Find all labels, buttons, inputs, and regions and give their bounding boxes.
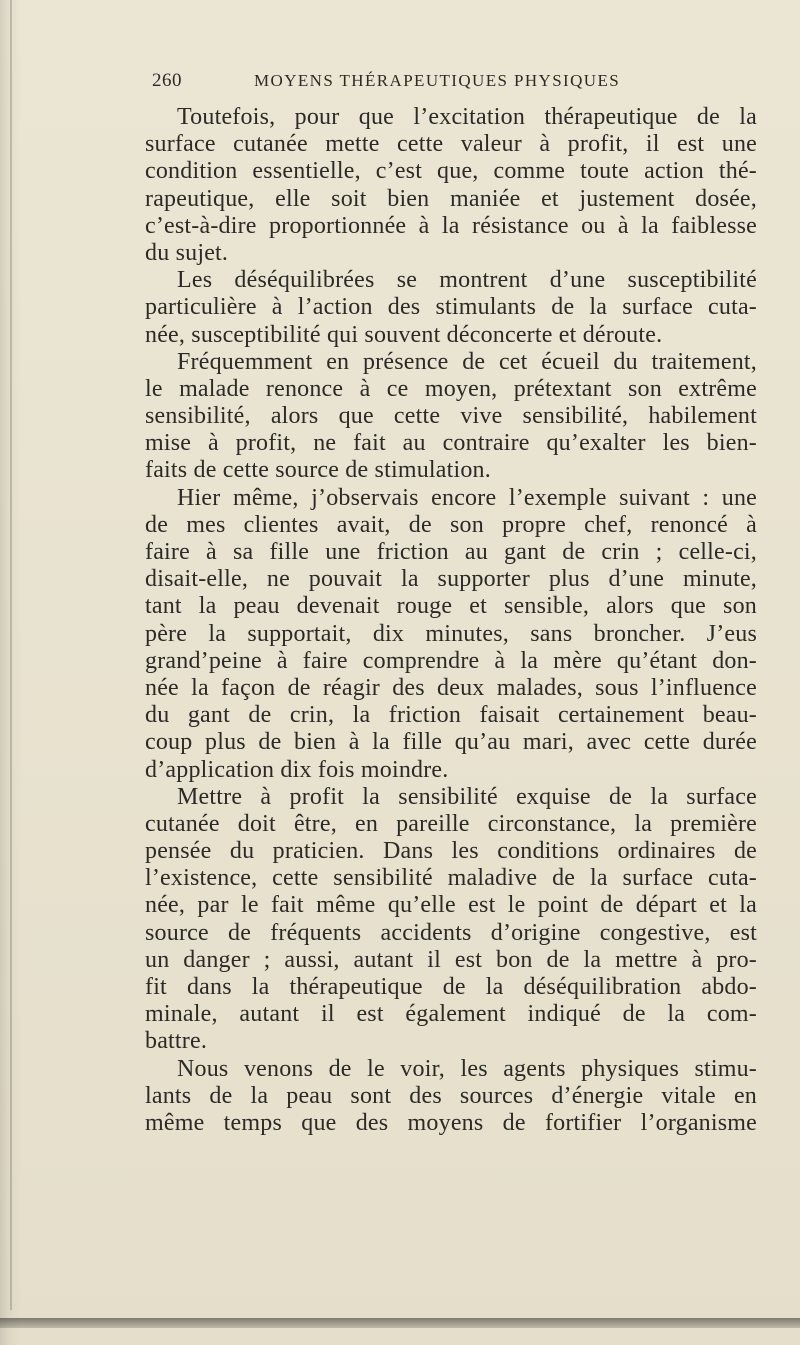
text-line: le malade renonce à ce moyen, prétextant son extrême xyxy=(145,375,757,402)
text-line: Mettre à profit la sensibilité exquise de la surface xyxy=(177,783,757,810)
page-number: 260 xyxy=(152,70,182,91)
text-line: cutanée doit être, en pareille circonstance, la première xyxy=(145,810,757,837)
paragraph xyxy=(145,349,757,485)
text-line: particulière à l’action des stimulants de la surface cuta- xyxy=(145,294,757,321)
paragraph xyxy=(145,1056,757,1138)
paragraph xyxy=(145,784,757,1056)
paragraph xyxy=(145,104,757,267)
text-line: même temps que des moyens de fortifier l’organisme xyxy=(145,1109,757,1136)
text-line: rapeutique, elle soit bien maniée et justement dosée, xyxy=(145,185,757,212)
text-line: pensée du praticien. Dans les conditions ordinaires de xyxy=(145,838,757,865)
text-line: grand’peine à faire comprendre à la mère qu’étant don- xyxy=(145,647,757,674)
text-line: Nous venons de le voir, les agents physiques stimu- xyxy=(177,1055,757,1082)
text-line: Fréquemment en présence de cet écueil du traitement, xyxy=(177,348,757,375)
text-line: d’application dix fois moindre. xyxy=(145,756,449,783)
text-line: du sujet. xyxy=(145,239,229,266)
page-bottom-edge xyxy=(0,1318,800,1328)
running-title: MOYENS THÉRAPEUTIQUES PHYSIQUES xyxy=(254,71,621,90)
text-line: lants de la peau sont des sources d’énergie vitale en xyxy=(145,1082,757,1109)
text-line: père la supportait, dix minutes, sans broncher. J’eus xyxy=(145,620,757,647)
body-text xyxy=(145,104,757,1137)
text-line: un danger ; aussi, autant il est bon de la mettre à pro- xyxy=(145,946,757,973)
text-line: fit dans la thérapeutique de la déséquilibration abdo- xyxy=(145,974,757,1000)
text-line: Hier même, j’observais encore l’exemple suivant : une xyxy=(177,484,757,511)
text-line: du gant de crin, la friction faisait certainement beau- xyxy=(145,702,757,729)
text-line: sensibilité, alors que cette vive sensibilité, habilement xyxy=(145,403,757,430)
text-line: l’existence, cette sensibilité maladive de la surface cuta- xyxy=(145,865,757,892)
text-line: minale, autant il est également indiqué de la com- xyxy=(145,1001,757,1028)
text-line: Les déséquilibrées se montrent d’une susceptibilité xyxy=(177,267,757,294)
paragraph xyxy=(145,485,757,784)
text-line: faire à sa fille une friction au gant de crin ; celle-ci, xyxy=(145,539,757,565)
paragraph xyxy=(145,267,757,349)
text-line: coup plus de bien à la fille qu’au mari, avec cette durée xyxy=(145,729,757,756)
page-header xyxy=(152,70,762,98)
text-line: mise à profit, ne fait au contraire qu’exalter les bien- xyxy=(145,430,757,457)
text-line: née la façon de réagir des deux malades, sous l’influence xyxy=(145,674,757,701)
text-line: surface cutanée mette cette valeur à profit, il est une xyxy=(145,131,757,158)
text-line: disait-elle, ne pouvait la supporter plus d’une minute, xyxy=(145,566,757,593)
text-line: source de fréquents accidents d’origine congestive, est xyxy=(145,919,757,946)
text-line: battre. xyxy=(145,1028,208,1055)
text-line: née, susceptibilité qui souvent déconcerte et déroute. xyxy=(145,321,663,348)
text-line: condition essentielle, c’est que, comme toute action thé- xyxy=(145,158,757,185)
text-line: c’est-à-dire proportionnée à la résistance ou à la faiblesse xyxy=(145,212,757,239)
page-edge-line xyxy=(10,0,12,1310)
text-line: faits de cette source de stimulation. xyxy=(145,457,491,484)
text-line: née, par le fait même qu’elle est le point de départ et la xyxy=(145,892,757,919)
text-line: Toutefois, pour que l’excitation thérapeutique de la xyxy=(177,104,757,130)
text-line: tant la peau devenait rouge et sensible, alors que son xyxy=(145,593,757,620)
text-line: de mes clientes avait, de son propre chef, renoncé à xyxy=(145,511,757,538)
